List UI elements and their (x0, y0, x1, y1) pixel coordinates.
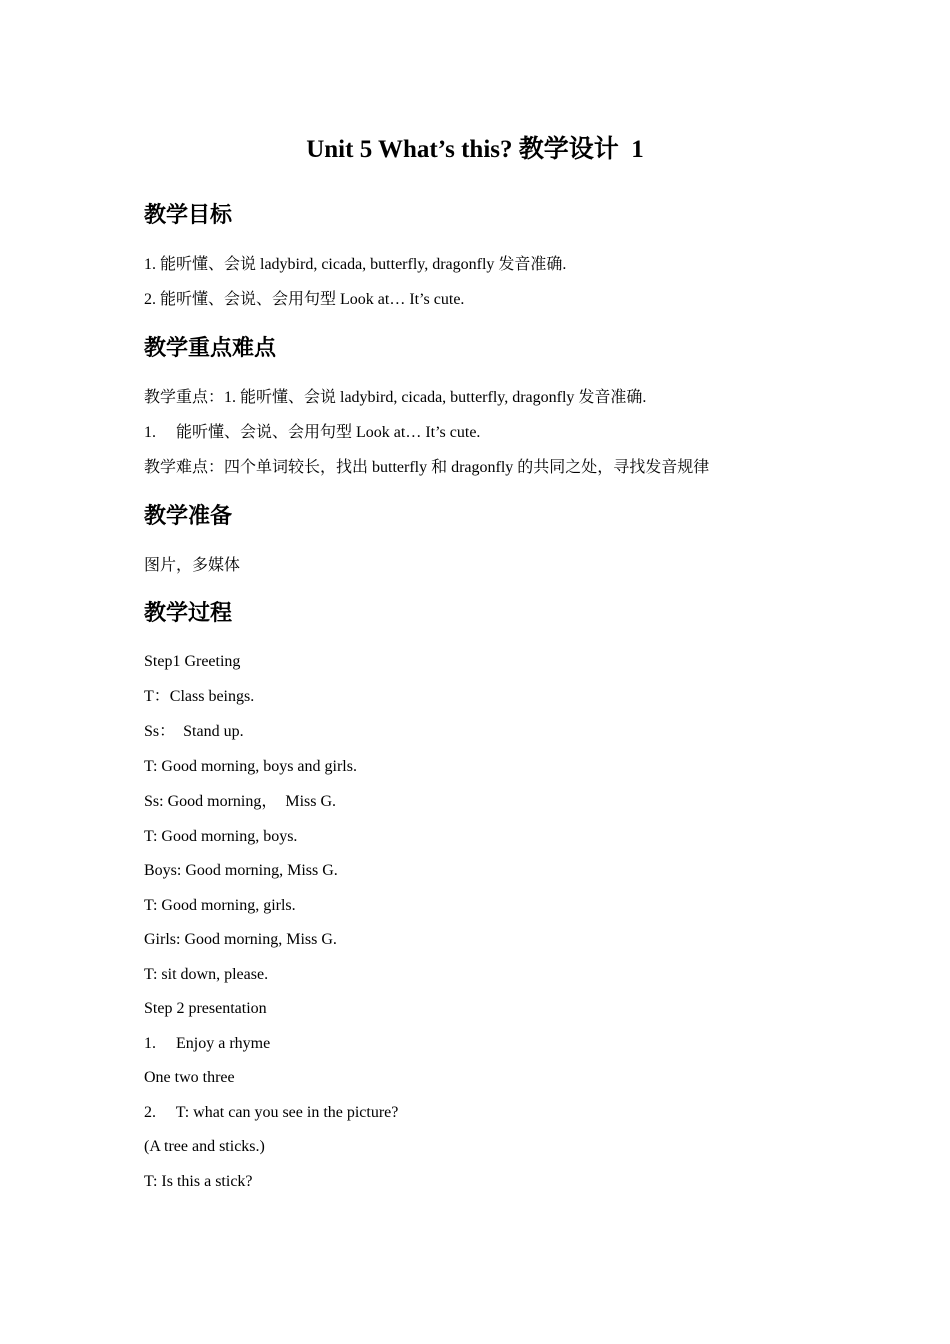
procedure-line: T: Is this a stick? (144, 1173, 253, 1190)
procedure-line: Ss： Stand up. (144, 723, 244, 740)
procedure-line: T: Good morning, boys and girls. (144, 758, 357, 775)
procedure-line: 1. Enjoy a rhyme (144, 1035, 271, 1052)
objective-line-2: 2. 能听懂、会说、会用句型 Look at… It’s cute. (144, 291, 465, 308)
document-title: Unit 5 What’s this? 教学设计 1 (306, 136, 644, 163)
procedure-line: T：Class beings. (144, 688, 255, 705)
objective-line-1: 1. 能听懂、会说 ladybird, cicada, butterfly, dragonfly 发音准确. (144, 256, 567, 273)
procedure-line: Step 2 presentation (144, 1000, 267, 1017)
difficulty-line: 教学难点：四个单词较长，找出 butterfly 和 dragonfly 的共同之处，寻找发音规律 (144, 459, 710, 476)
section-heading-procedure: 教学过程 (144, 601, 233, 626)
procedure-line: 2. T: what can you see in the picture? (144, 1104, 399, 1121)
procedure-line: Boys: Good morning, Miss G. (144, 862, 338, 879)
procedure-line: Girls: Good morning, Miss G. (144, 931, 337, 948)
procedure-line: (A tree and sticks.) (144, 1138, 265, 1155)
procedure-line: Step1 Greeting (144, 653, 241, 670)
section-heading-preparation: 教学准备 (144, 504, 233, 529)
preparation-line: 图片，多媒体 (144, 557, 241, 574)
procedure-line: T: Good morning, boys. (144, 828, 298, 845)
procedure-line: One two three (144, 1069, 235, 1086)
procedure-line: Ss: Good morning， Miss G. (144, 793, 337, 810)
section-heading-key-points: 教学重点难点 (144, 336, 277, 361)
key-point-line-1: 教学重点：1. 能听懂、会说 ladybird, cicada, butterfly, dragonfly 发音准确. (144, 389, 647, 406)
key-point-line-2: 1. 能听懂、会说、会用句型 Look at… It’s cute. (144, 424, 481, 441)
section-heading-objectives: 教学目标 (144, 203, 233, 228)
procedure-line: T: Good morning, girls. (144, 897, 296, 914)
procedure-line: T: sit down, please. (144, 966, 269, 983)
